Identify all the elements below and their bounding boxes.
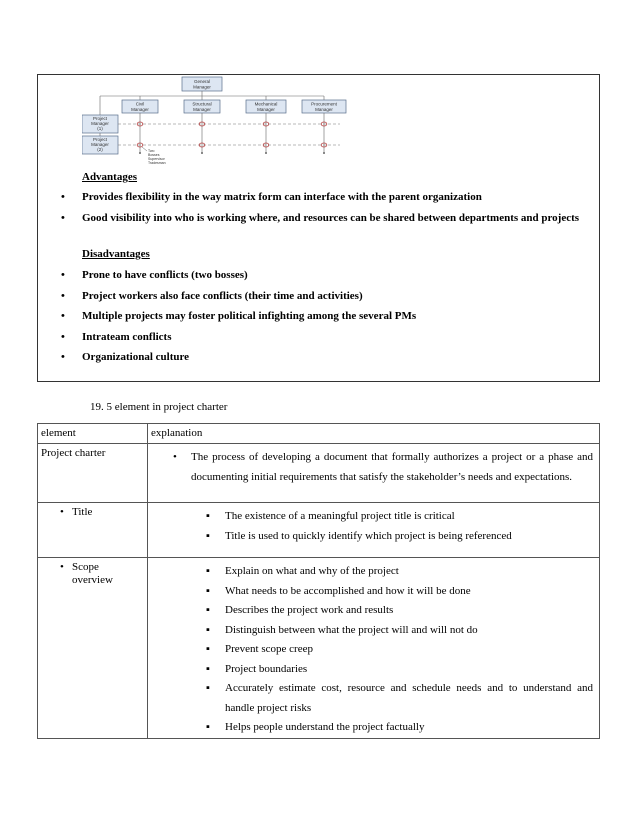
pm1-label-1: Project [92, 116, 108, 121]
disadvantages-list [38, 268, 598, 371]
functional-manager-procurement [302, 96, 346, 113]
advantages-title: Advantages [82, 171, 138, 183]
functional-manager-mechanical [246, 96, 286, 113]
cell-explanation [148, 503, 600, 558]
scope-point: ▪ Distinguish between what the project will and will not do [148, 621, 599, 641]
scope-point: ▪ What needs to be accomplished and how it will be done [148, 582, 599, 602]
header-element: element [38, 424, 148, 444]
functional-manager-civil [122, 96, 158, 113]
cell-element [38, 444, 148, 503]
civil-label-1: Civil [135, 101, 145, 107]
section-heading: 19. 5 element in project charter [90, 401, 228, 413]
svg-text:Supervisor: Supervisor [148, 157, 165, 161]
disadvantages-title: Disadvantages [82, 248, 150, 260]
header-explanation: explanation [148, 424, 600, 444]
cell-element [38, 558, 148, 739]
pm2-label-2: Manager [91, 142, 109, 147]
table-row-scope-overview [38, 558, 600, 739]
two-bosses-note [142, 147, 166, 165]
cell-explanation [148, 444, 600, 503]
svg-text:Bosses: Bosses [148, 153, 160, 157]
scope-point: ▪ Explain on what and why of the project [148, 562, 599, 582]
cell-explanation [148, 558, 600, 739]
scope-point: ▪ Describes the project work and results [148, 601, 599, 621]
svg-text:Two: Two [148, 149, 155, 153]
scope-point: ▪ Accurately estimate cost, resource and schedule needs and to understand and handle project risks [148, 679, 599, 718]
procurement-label-2: Manager [315, 107, 333, 112]
disadvantage-item: • Organizational culture [38, 350, 598, 371]
scope-point: ▪ Project boundaries [148, 660, 599, 680]
project-manager-1 [82, 115, 118, 133]
project-charter-table [37, 423, 600, 739]
disadvantage-item: • Prone to have conflicts (two bosses) [38, 268, 598, 289]
pm2-label-3: (2) [97, 147, 103, 152]
mechanical-label-1: Mechanical [254, 101, 278, 107]
cell-element [38, 503, 148, 558]
matrix-org-chart [82, 75, 352, 165]
matrix-organization-box [37, 74, 600, 382]
disadvantage-item: • Multiple projects may foster political infighting among the several PMs [38, 309, 598, 330]
structural-label-1: Structural [192, 101, 212, 107]
scope-point: ▪ Prevent scope creep [148, 640, 599, 660]
project-charter-text: • The process of developing a document that formally authorizes a project or a phase and documenting initial requirements that satisfy the stakeholder’s needs and expectations. [148, 447, 599, 487]
general-manager-label-1: General [193, 79, 211, 84]
table-row-title [38, 503, 600, 558]
functional-manager-structural [184, 96, 220, 113]
structural-label-2: Manager [193, 107, 211, 112]
civil-label-2: Manager [131, 107, 149, 112]
advantages-list [38, 190, 598, 231]
svg-text:Tradesman: Tradesman [148, 161, 166, 165]
pm1-label-3: (1) [97, 126, 103, 131]
pm2-label-1: Project [92, 137, 108, 142]
disadvantage-item: • Project workers also face conflicts (their time and activities) [38, 289, 598, 310]
project-manager-2 [82, 136, 118, 154]
title-point: ▪ The existence of a meaningful project title is critical [148, 507, 599, 527]
project-charter-label: Project charter [41, 447, 106, 459]
title-label: • Title [38, 503, 147, 519]
general-manager-label-2: Manager [193, 84, 211, 90]
advantage-item: • Good visibility into who is working where, and resources can be shared between departments and projects [38, 211, 598, 232]
disadvantage-item: • Intrateam conflicts [38, 330, 598, 351]
scope-overview-label: • Scope overview [38, 558, 142, 587]
table-row-project-charter [38, 444, 600, 503]
table-header-row [38, 424, 600, 444]
advantage-item: • Provides flexibility in the way matrix form can interface with the parent organization [38, 190, 598, 211]
title-point: ▪ Title is used to quickly identify which project is being referenced [148, 527, 599, 547]
mechanical-label-2: Manager [257, 107, 275, 112]
scope-point: ▪ Helps people understand the project factually [148, 718, 599, 738]
procurement-label-1: Procurement [311, 101, 337, 107]
pm1-label-2: Manager [91, 121, 109, 126]
